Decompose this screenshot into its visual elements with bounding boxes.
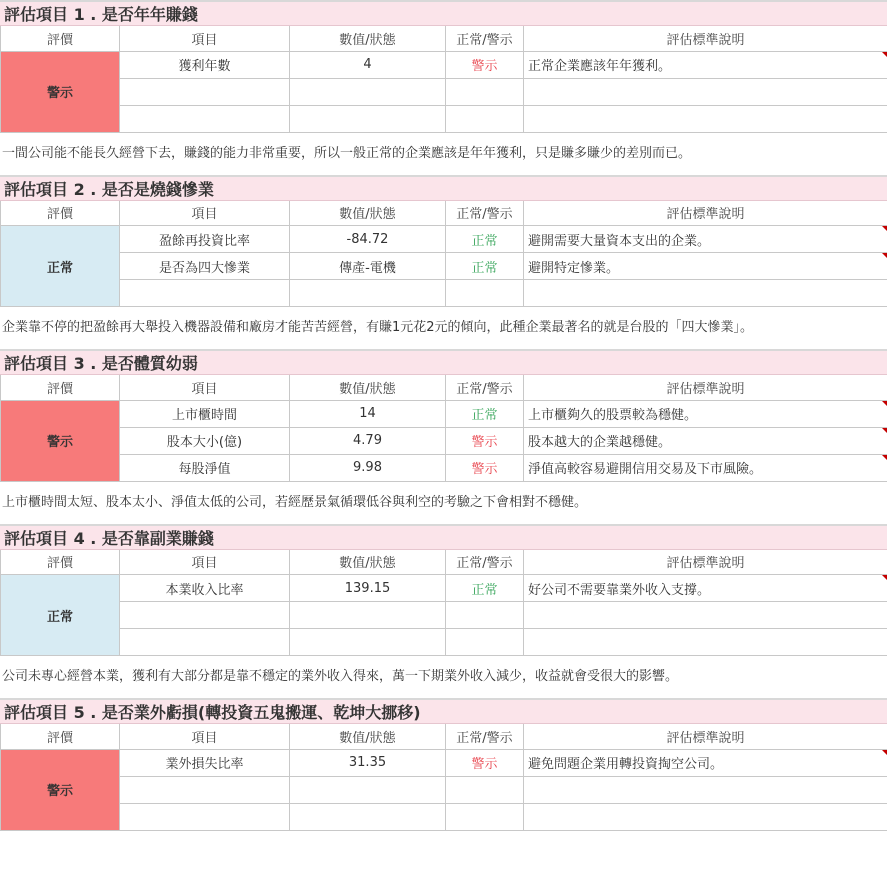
value-cell: 9.98 [290,454,446,481]
value-cell: 4.79 [290,427,446,454]
value-cell: 4 [290,51,446,78]
header-item: 項目 [120,26,290,51]
evaluation-table [0,201,887,308]
item-cell: 每股淨值 [120,454,290,481]
description-cell: 避開需要大量資本支出的企業。 [524,226,887,253]
table-row [1,78,887,105]
section-title: 評估項目 1 . 是否年年賺錢 [0,0,887,26]
section-title: 評估項目 4 . 是否靠副業賺錢 [0,524,887,550]
status-cell [446,602,524,629]
item-cell: 是否為四大慘業 [120,253,290,280]
item-cell [120,629,290,656]
section-note: 公司未專心經營本業，獲利有大部分都是靠不穩定的業外收入得來，萬一下期業外收入減少，收益就會受很大的影響。 [2,669,679,684]
value-cell [290,280,446,307]
table-row [1,226,887,253]
header-description: 評估標準說明 [524,724,887,749]
item-cell [120,78,290,105]
header-status: 正常/警示 [446,26,524,51]
header-item: 項目 [120,550,290,575]
comment-marker-icon[interactable] [882,575,887,580]
value-cell: 31.35 [290,749,446,776]
header-grade: 評價 [1,375,120,400]
section-note [0,831,887,873]
header-status: 正常/警示 [446,724,524,749]
value-cell [290,105,446,132]
value-cell: 傳產-電機 [290,253,446,280]
comment-marker-icon[interactable] [882,401,887,406]
item-cell [120,105,290,132]
status-cell: 警示 [446,749,524,776]
header-description: 評估標準說明 [524,375,887,400]
header-description: 評估標準說明 [524,550,887,575]
item-cell [120,602,290,629]
header-item: 項目 [120,201,290,226]
grade-badge: 警示 [1,749,120,830]
evaluation-table [0,375,887,482]
table-row [1,749,887,776]
description-cell: 股本越大的企業越穩健。 [524,427,887,454]
header-value: 數值/狀態 [290,724,446,749]
item-cell: 上市櫃時間 [120,400,290,427]
status-cell: 警示 [446,454,524,481]
item-cell: 業外損失比率 [120,749,290,776]
table-row [1,629,887,656]
item-cell: 盈餘再投資比率 [120,226,290,253]
value-cell: -84.72 [290,226,446,253]
header-value: 數值/狀態 [290,201,446,226]
header-grade: 評價 [1,550,120,575]
evaluation-section [0,698,887,873]
table-row [1,400,887,427]
description-cell [524,776,887,803]
evaluation-section [0,349,887,524]
table-row [1,575,887,602]
status-cell [446,280,524,307]
status-cell: 警示 [446,427,524,454]
table-row [1,253,887,280]
table-row [1,602,887,629]
comment-marker-icon[interactable] [882,226,887,231]
status-cell [446,78,524,105]
value-cell: 14 [290,400,446,427]
grade-badge: 正常 [1,575,120,656]
description-cell: 上市櫃夠久的股票較為穩健。 [524,400,887,427]
status-cell [446,629,524,656]
evaluation-table [0,724,887,831]
header-item: 項目 [120,724,290,749]
header-description: 評估標準說明 [524,201,887,226]
header-description: 評估標準說明 [524,26,887,51]
description-cell: 好公司不需要靠業外收入支撐。 [524,575,887,602]
item-cell [120,776,290,803]
value-cell [290,776,446,803]
description-cell: 淨值高較容易避開信用交易及下市風險。 [524,454,887,481]
header-value: 數值/狀態 [290,550,446,575]
status-cell: 正常 [446,253,524,280]
description-cell [524,78,887,105]
evaluation-table [0,550,887,657]
table-row [1,105,887,132]
comment-marker-icon[interactable] [882,750,887,755]
section-note: 上市櫃時間太短、股本太小、淨值太低的公司，若經歷景氣循環低谷與利空的考驗之下會相對不穩健。 [2,494,588,510]
description-cell [524,629,887,656]
table-row [1,51,887,78]
description-cell [524,602,887,629]
item-cell: 獲利年數 [120,51,290,78]
section-title: 評估項目 3 . 是否體質幼弱 [0,349,887,375]
header-grade: 評價 [1,724,120,749]
section-note: 一間公司能不能長久經營下去，賺錢的能力非常重要，所以一般正常的企業應該是年年獲利，只是賺多賺少的差別而已。 [2,145,692,161]
evaluation-section [0,175,887,350]
comment-marker-icon[interactable] [882,428,887,433]
grade-badge: 警示 [1,51,120,132]
description-cell: 避開特定慘業。 [524,253,887,280]
status-cell [446,105,524,132]
header-value: 數值/狀態 [290,375,446,400]
description-cell [524,105,887,132]
value-cell [290,602,446,629]
header-item: 項目 [120,375,290,400]
status-cell: 正常 [446,400,524,427]
value-cell [290,803,446,830]
grade-badge: 正常 [1,226,120,307]
header-grade: 評價 [1,26,120,51]
status-cell: 正常 [446,575,524,602]
section-title: 評估項目 2 . 是否是燒錢慘業 [0,175,887,201]
description-cell [524,803,887,830]
description-cell: 避免問題企業用轉投資掏空公司。 [524,749,887,776]
table-row [1,427,887,454]
header-status: 正常/警示 [446,201,524,226]
header-status: 正常/警示 [446,550,524,575]
header-status: 正常/警示 [446,375,524,400]
comment-marker-icon[interactable] [882,455,887,460]
item-cell: 本業收入比率 [120,575,290,602]
value-cell [290,78,446,105]
item-cell: 股本大小(億) [120,427,290,454]
status-cell [446,803,524,830]
evaluation-table [0,26,887,133]
header-value: 數值/狀態 [290,26,446,51]
description-cell [524,280,887,307]
table-row [1,803,887,830]
section-note: 企業靠不停的把盈餘再大舉投入機器設備和廠房才能苦苦經營，有賺1元花2元的傾向，此種企業最著名的就是台股的「四大慘業」。 [2,320,754,335]
item-cell [120,280,290,307]
section-title: 評估項目 5 . 是否業外虧損(轉投資五鬼搬運、乾坤大挪移) [0,698,887,724]
description-cell: 正常企業應該年年獲利。 [524,51,887,78]
status-cell: 警示 [446,51,524,78]
status-cell: 正常 [446,226,524,253]
item-cell [120,803,290,830]
table-row [1,280,887,307]
table-row [1,776,887,803]
table-row [1,454,887,481]
grade-badge: 警示 [1,400,120,481]
comment-marker-icon[interactable] [882,52,887,57]
value-cell [290,629,446,656]
comment-marker-icon[interactable] [882,253,887,258]
header-grade: 評價 [1,201,120,226]
status-cell [446,776,524,803]
evaluation-section [0,0,887,175]
value-cell: 139.15 [290,575,446,602]
evaluation-section [0,524,887,699]
